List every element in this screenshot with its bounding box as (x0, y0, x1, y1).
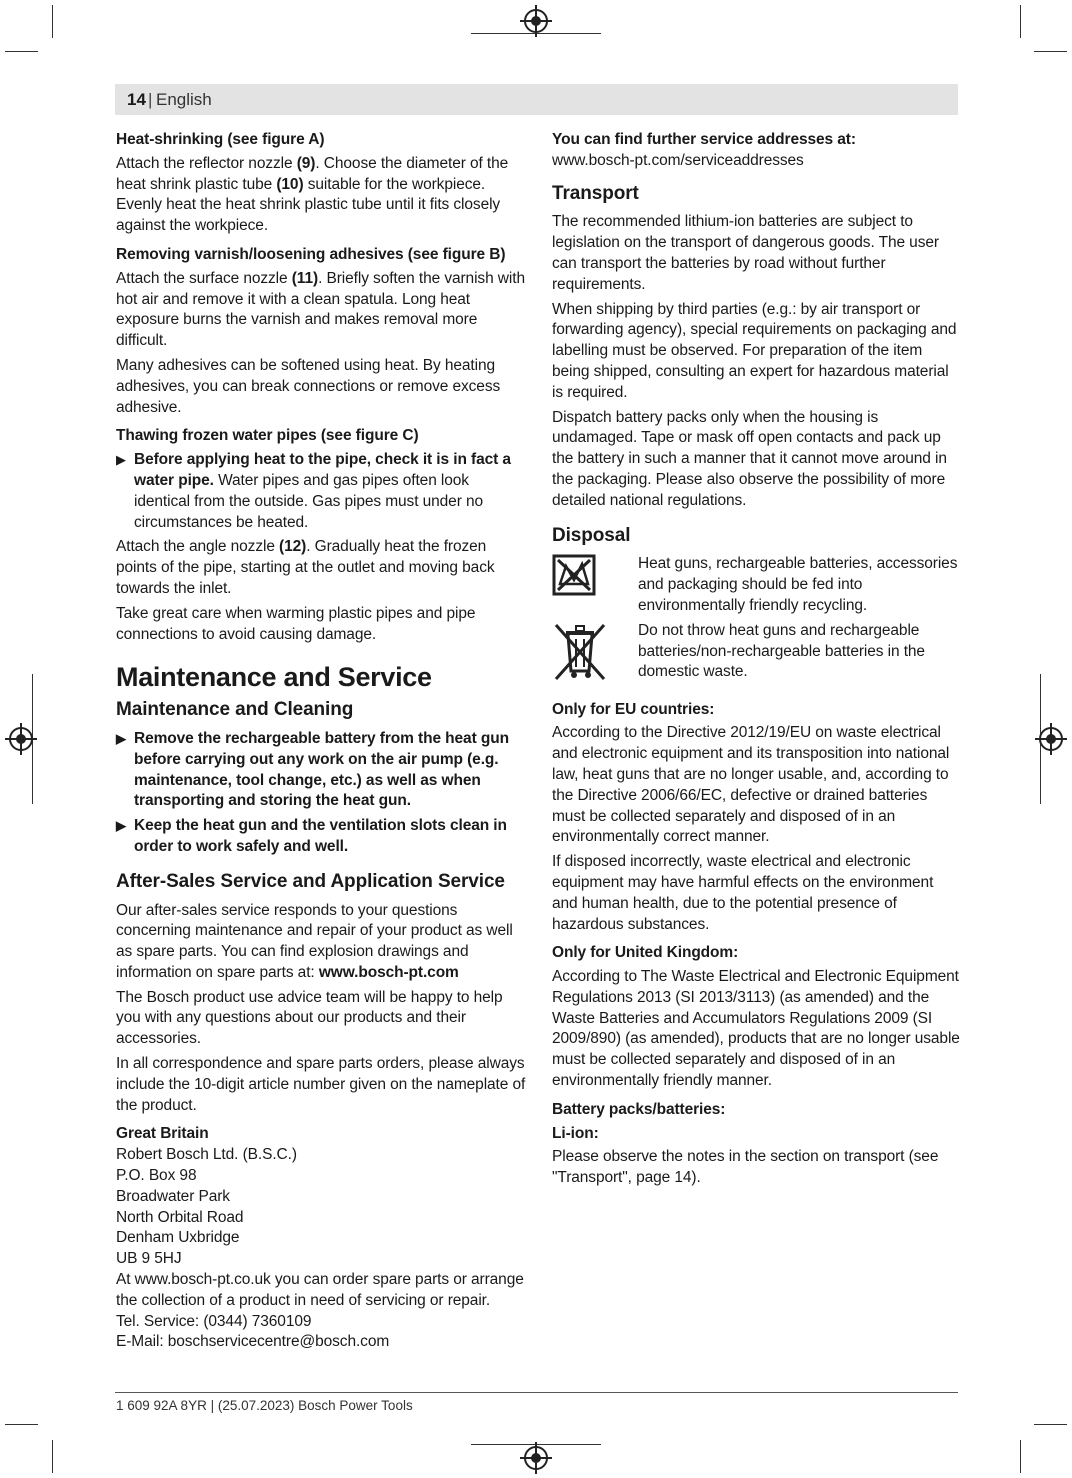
disposal-recycling-text: Heat guns, rechargeable batteries, accessories and packaging should be fed into environmentally friendly recycling. (638, 555, 958, 614)
advice-paragraph: The Bosch product use advice team will be happy to help you with any questions about our products and their accessories. (116, 988, 503, 1048)
remove-battery-bullet: ▶ Remove the rechargeable battery from the heat gun before carrying out any work on the air pump (e.g. maintenance, tool change, etc.) as well as when transporting and storing the heat gun. (116, 729, 509, 810)
heat-shrink-title: Heat-shrinking (see figure A) (116, 131, 325, 148)
gb-address (116, 1145, 528, 1353)
crossed-out-bin-icon (552, 621, 608, 683)
bullet-arrow-icon: ▶ (116, 452, 126, 468)
eu-paragraph-2: If disposed incorrectly, waste electrical and electronic equipment may have harmful effects on the environment and human health, due to the potential presence of hazardous substances. (552, 853, 934, 933)
address-line: Broadwater Park (116, 1187, 230, 1205)
keep-clean-bullet: ▶ Keep the heat gun and the ventilation slots clean in order to work safely and well. (116, 817, 507, 855)
address-line: Robert Bosch Ltd. (B.S.C.) (116, 1146, 297, 1164)
crop-mark (1034, 51, 1067, 52)
after-sales-heading: After-Sales Service and Application Service (116, 870, 505, 892)
crop-mark (1034, 1424, 1067, 1425)
li-ion-title: Li-ion: (552, 1124, 599, 1142)
eu-title: Only for EU countries: (552, 700, 715, 718)
bullet-arrow-icon: ▶ (116, 818, 126, 834)
thaw-title: Thawing frozen water pipes (see figure C) (116, 427, 419, 445)
bosch-url-link[interactable]: www.bosch-pt.com (318, 963, 459, 981)
page-header (115, 84, 958, 115)
registration-mark-icon (1039, 727, 1063, 751)
crop-mark (52, 5, 53, 38)
address-line: Denham Uxbridge (116, 1229, 240, 1247)
transport-paragraph-3: Dispatch battery packs only when the housing is undamaged. Tape or mask off open contacts and pack up the battery in such a manner that it cannot move around in the packaging. Please also observe the possibility of more detailed national regulations. (552, 408, 947, 509)
left-column (116, 130, 528, 1353)
registration-mark-icon (524, 9, 548, 33)
recycling-packaging-icon (552, 554, 596, 596)
transport-paragraph-1: The recommended lithium-ion batteries are subject to legislation on the transport of dangerous goods. The user can transport the batteries by road without further requirements. (552, 213, 939, 293)
footer-divider (115, 1392, 958, 1393)
uk-paragraph: According to The Waste Electrical and Electronic Equipment Regulations 2013 (SI 2013/3113) (as amended) and the Waste Batteries and Accumulators Regulations 2009 (SI 2009/890) (as amended), products that are no longer usable must be collected separately and disposed of in an environmentally friendly manner. (552, 968, 960, 1090)
header-separator: | (148, 90, 153, 109)
crop-mark (5, 1424, 38, 1425)
footer-text: 1 609 92A 8YR | (25.07.2023) Bosch Power Tools (116, 1398, 413, 1413)
varnish-paragraph: Attach the surface nozzle (11). Briefly soften the varnish with hot air and remove it with a clean spatula. Long heat exposure burns the varnish and makes removal more difficult. (116, 269, 525, 350)
crop-mark (5, 51, 38, 52)
crop-mark (52, 1440, 53, 1473)
maintenance-service-heading: Maintenance and Service (116, 662, 432, 693)
gb-email: E-Mail: boschservicecentre@bosch.com (116, 1333, 390, 1351)
li-ion-text: Please observe the notes in the section on transport (see "Transport", page 14). (552, 1148, 939, 1187)
header-language: English (156, 90, 212, 109)
gb-order-text: At www.bosch-pt.co.uk you can order spare parts or arrange the collection of a product in need of servicing or repair. (116, 1271, 524, 1309)
thaw-warning-bullet: ▶ Before applying heat to the pipe, check it is in fact a water pipe. Water pipes and gas pipes often look identical from the outside. Gas pipes must under no circumstances be heated. (116, 451, 511, 531)
transport-paragraph-2: When shipping by third parties (e.g.: by air transport or forwarding agency), special requirements on packaging and labelling must be observed. For preparation of the item being shipped, consulting an expert for hazardous material is required. (552, 300, 957, 401)
after-sales-paragraph: Our after-sales service responds to your questions concerning maintenance and repair of your product as well as spare parts. You can find explosion drawings and information on spare parts at: www.bosch-pt.com (116, 901, 513, 981)
further-addresses-title: You can find further service addresses at: (552, 131, 856, 148)
disposal-waste-text: Do not throw heat guns and rechargeable batteries/non-rechargeable batteries in the domestic waste. (638, 621, 925, 681)
varnish-title: Removing varnish/loosening adhesives (see figure B) (116, 245, 506, 263)
crop-mark (1020, 5, 1021, 38)
uk-title: Only for United Kingdom: (552, 944, 739, 962)
correspondence-paragraph: In all correspondence and spare parts orders, please always include the 10-digit article number given on the nameplate of the product. (116, 1055, 526, 1114)
page-number: 14 (127, 90, 146, 109)
battery-title: Battery packs/batteries: (552, 1100, 726, 1118)
transport-heading: Transport (552, 182, 639, 204)
angle-nozzle-paragraph: Attach the angle nozzle (12). Gradually heat the frozen points of the pipe, starting at the outlet and moving back towards the inlet. (116, 538, 495, 597)
adhesives-paragraph: Many adhesives can be softened using heat. By heating adhesives, you can break connections or remove excess adhesive. (116, 356, 501, 416)
disposal-waste-row (552, 621, 960, 690)
right-column (552, 130, 960, 1193)
address-line: North Orbital Road (116, 1208, 244, 1226)
registration-mark-icon (524, 1446, 548, 1470)
eu-paragraph-1: According to the Directive 2012/19/EU on waste electrical and electronic equipment and its transposition into national law, heat guns that are no longer usable, and, according to the Directive 2006/66/EC, defective or drained batteries must be collected separately and disposed of in an environmentally correct manner. (552, 724, 950, 846)
registration-mark-icon (9, 727, 33, 751)
bullet-arrow-icon: ▶ (116, 730, 126, 746)
care-paragraph: Take great care when warming plastic pipes and pipe connections to avoid causing damage. (116, 604, 476, 643)
address-line: P.O. Box 98 (116, 1167, 197, 1185)
maintenance-cleaning-heading: Maintenance and Cleaning (116, 699, 354, 721)
disposal-recycling-row (552, 554, 960, 616)
address-line: UB 9 5HJ (116, 1250, 182, 1268)
service-addresses-link[interactable]: www.bosch-pt.com/serviceaddresses (552, 151, 804, 169)
heat-shrink-paragraph: Attach the reflector nozzle (9). Choose the diameter of the heat shrink plastic tube (10) suitable for the workpiece. Evenly heat the heat shrink plastic tube until it fits closely against the workpiece. (116, 154, 509, 235)
disposal-heading: Disposal (552, 524, 631, 546)
gb-telephone: Tel. Service: (0344) 7360109 (116, 1312, 312, 1330)
crop-mark (1020, 1440, 1021, 1473)
great-britain-title: Great Britain (116, 1125, 209, 1143)
